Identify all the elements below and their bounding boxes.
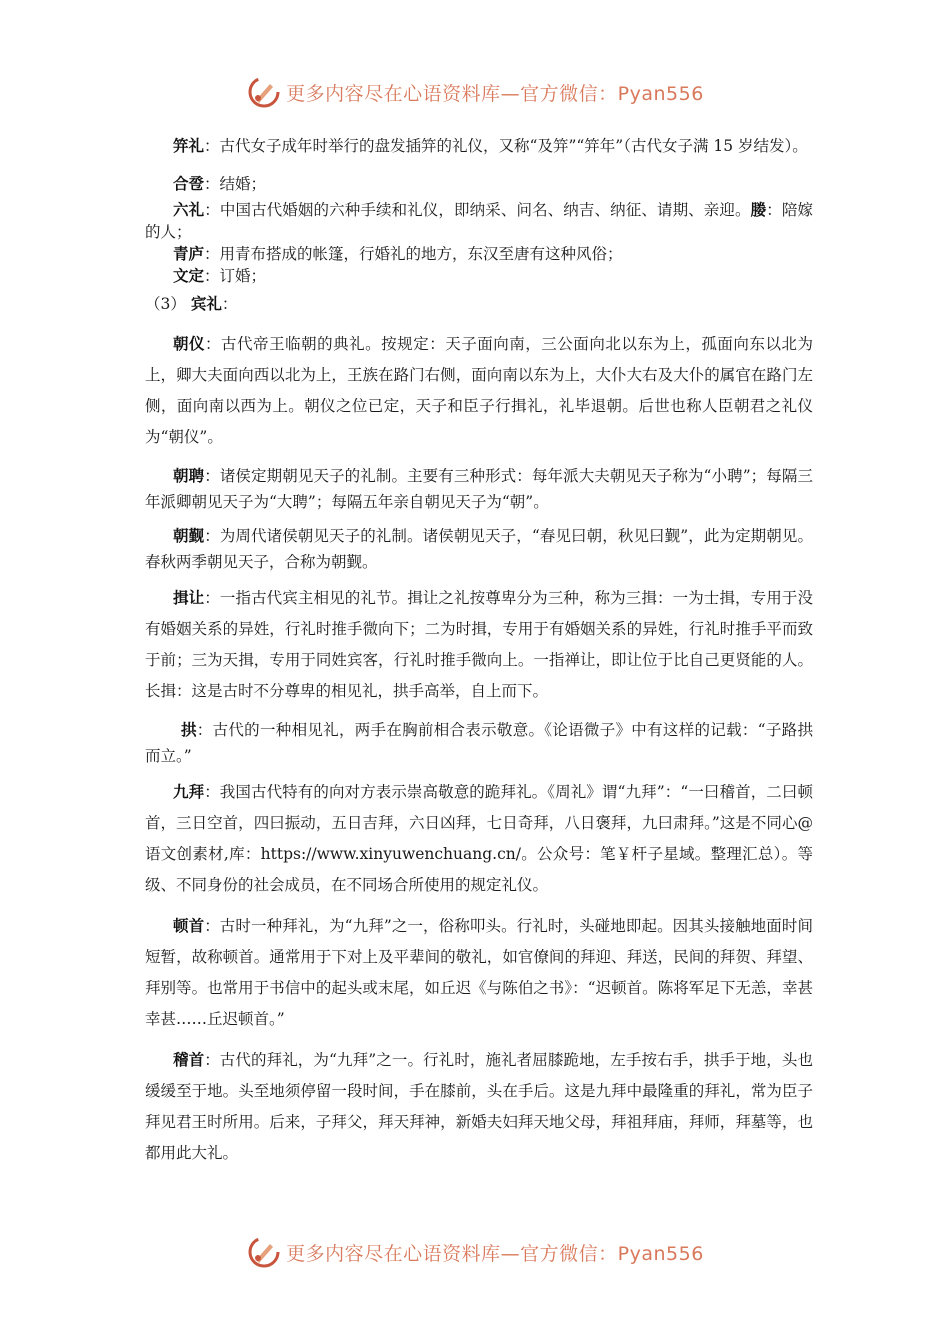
logo-icon: [246, 1234, 282, 1270]
definition: ：结婚；: [204, 175, 267, 193]
logo-icon: [246, 74, 282, 110]
term: 文定: [173, 267, 205, 285]
term: 青庐: [173, 245, 205, 263]
term: 合卺: [173, 175, 205, 193]
entry-he-jin: [145, 173, 813, 195]
section-heading-bin-li: [145, 291, 813, 317]
entry-liu-li: [145, 199, 813, 243]
term: 宾礼: [190, 295, 222, 313]
term: 朝觐: [173, 527, 205, 545]
footer-banner: [0, 1232, 950, 1272]
term: 揖让: [173, 589, 205, 607]
entry-chao-yi: [145, 329, 813, 453]
entry-qing-lu: [145, 243, 813, 265]
section-number: （3）: [145, 295, 186, 313]
entry-wen-ding: [145, 265, 813, 287]
term: 朝仪: [173, 335, 206, 353]
definition: ：我国古代特有的向对方表示崇高敬意的跪拜礼。《周礼》谓“九拜”：“一曰稽首，二曰顿首，三日空首，四曰振动，五日吉拜，六日凶拜，七日奇拜，八日褒拜，九曰肃拜。”这是不同心@语文创素材,库：https://www.xinyuwenchuang.cn/。公众号：笔￥杆子星域。整理汇总）。等级、不同身份的社会成员，在不同场合所使用的规定礼仪。: [145, 783, 813, 894]
term: 顿首: [173, 917, 205, 935]
definition: ：订婚；: [204, 267, 267, 285]
entry-jiu-bai: [145, 777, 813, 901]
definition: ：古时一种拜礼，为“九拜”之一，俗称叩头。行礼时，头碰地即起。因其头接触地面时间短暂，故称顿首。通常用于下对上及平辈间的敬礼，如官僚间的拜迎、拜送，民间的拜贺、拜望、拜别等。也常用于书信中的起头或末尾，如丘迟《与陈伯之书》：“迟顿首。陈将军足下无恙，幸甚幸甚……丘迟顿首。”: [145, 917, 813, 1028]
definition: ：陪嫁的人；: [145, 201, 813, 241]
entry-chao-jin: [145, 523, 813, 575]
header-banner: [0, 72, 950, 112]
term: 九拜: [173, 783, 205, 801]
banner-text: 更多内容尽在心语资料库—官方微信：Pyan556: [286, 1242, 704, 1265]
banner-text: 更多内容尽在心语资料库—官方微信：Pyan556: [286, 82, 704, 105]
term: 六礼: [173, 201, 205, 219]
definition: ：用青布搭成的帐篷，行婚礼的地方，东汉至唐有这种风俗；: [204, 245, 623, 263]
entry-qi-shou: [145, 1045, 813, 1169]
definition: ：一指古代宾主相见的礼节。揖让之礼按尊卑分为三种，称为三揖：一为士揖，专用于没有婚姻关系的异姓，行礼时推手微向下；二为时揖，专用于有婚姻关系的异姓，行礼时推手平而致于前；三为天揖，专用于同姓宾客，行礼时推手微向上。一指禅让，即让位于比自己更贤能的人。长揖：这是古时不分尊卑的相见礼，拱手高举，自上而下。: [145, 589, 813, 700]
document-body: [145, 133, 813, 1179]
term: 稽首: [173, 1051, 205, 1069]
term: 笄礼: [173, 137, 205, 155]
definition: ：古代的拜礼，为“九拜”之一。行礼时，施礼者屈膝跪地，左手按右手，拱手于地，头也缓缓至于地。头至地须停留一段时间，手在膝前，头在手后。这是九拜中最隆重的拜礼，常为臣子拜见君王时所用。后来，子拜父，拜天拜神，新婚夫妇拜天地父母，拜祖拜庙，拜师，拜墓等，也都用此大礼。: [145, 1051, 813, 1162]
entry-ji-li: [145, 133, 813, 159]
entry-yi-rang: [145, 583, 813, 707]
definition: ：古代帝王临朝的典礼。按规定：天子面向南，三公面向北以东为上，孤面向东以北为上，卿大夫面向西以北为上，王族在路门右侧，面向南以东为上，大仆大右及大仆的属官在路门左侧，面向南以西为上。朝仪之位已定，天子和臣子行揖礼，礼毕退朝。后世也称人臣朝君之礼仪为“朝仪”。: [145, 335, 813, 446]
definition: ：古代的一种相见礼，两手在胸前相合表示敬意。《论语微子》中有这样的记载：“子路拱而立。”: [145, 721, 813, 765]
colon: ：: [221, 295, 238, 313]
definition: ：诸侯定期朝见天子的礼制。主要有三种形式：每年派大夫朝见天子称为“小聘”；每隔三年派卿朝见天子为“大聘”；每隔五年亲自朝见天子为“朝”。: [145, 467, 813, 511]
definition: ：古代女子成年时举行的盘发插笄的礼仪，又称“及笄”“笄年”（古代女子满 15 岁结发）。: [204, 137, 808, 155]
term: 朝聘: [173, 467, 205, 485]
definition: ：中国古代婚姻的六种手续和礼仪，即纳采、问名、纳吉、纳征、请期、亲迎。: [204, 201, 751, 219]
term: 拱: [181, 721, 197, 739]
entry-gong: [145, 717, 813, 769]
entry-chao-pin: [145, 463, 813, 515]
definition: ：为周代诸侯朝见天子的礼制。诸侯朝见天子，“春见曰朝，秋见曰觐”，此为定期朝见。春秋两季朝见天子，合称为朝觐。: [145, 527, 813, 571]
entry-dun-shou: [145, 911, 813, 1035]
term: 媵: [750, 201, 767, 219]
